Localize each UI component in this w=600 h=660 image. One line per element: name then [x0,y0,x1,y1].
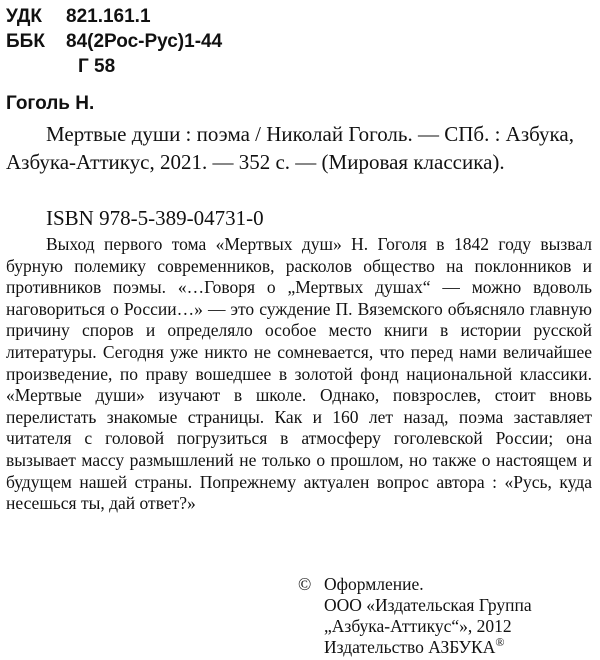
registered-mark-icon: ® [495,635,505,650]
bibliographic-description: Мертвые души : поэма / Николай Гоголь. — СПб. : Азбука, Азбука-Аттикус, 2021. — 352 с. — (Мировая классика). [6,122,574,174]
udk-row [6,4,222,29]
bbk-label: ББК [6,31,45,52]
copyright-design-line [298,574,532,595]
copyright-publisher-line2: „Азбука-Аттикус“», 2012 [324,616,512,636]
copyright-block [298,574,532,658]
copyright-icon: © [298,574,312,594]
copyright-publisher-line1: ООО «Издательская Группа [324,595,532,615]
bbk-value: 84(2Рос-Рус)1-44 [66,31,223,52]
udk-value: 821.161.1 [66,6,151,27]
author-heading: Гоголь Н. [6,93,95,114]
copyright-imprint-line [298,637,532,658]
copyright-design: Оформление. [324,574,424,594]
annotation-paragraph: Выход первого тома «Мертвых душ» Н. Гоголя в 1842 году вызвал бурную полемику современников, расколов общество на поклонников и противников поэмы. «…Говоря о „Мертвых душах“ — можно вдоволь наговориться о России…» — это суждение П. Вяземского объясняло главную причину споров и определяло особое место книги в истории русской литературы. Сегодня уже никто не сомневается, что перед нами величайшее произведение, по праву вошедшее в золотой фонд национальной классики. «Мертвые души» изучают в школе. Однако, повзрослев, стоит вновь перелистать знакомые страницы. Как и 160 лет назад, поэма заставляет читателя с головой погрузиться в атмосферу гоголевской России; она вызывает массу размышлений не только о прошлом, но также о настоящем и будущем нашей страны. Попрежнему актуален вопрос автора : «Русь, куда несешься ты, дай ответ?» [6,234,592,514]
cutter-row [6,54,222,79]
author-cutter-mark: Г 58 [78,56,116,77]
udk-label: УДК [6,6,42,27]
classification-codes [6,4,222,79]
bbk-row [6,29,222,54]
isbn: ISBN 978-5-389-04731-0 [46,206,264,230]
imprint-name: Издательство АЗБУКА [324,637,496,657]
